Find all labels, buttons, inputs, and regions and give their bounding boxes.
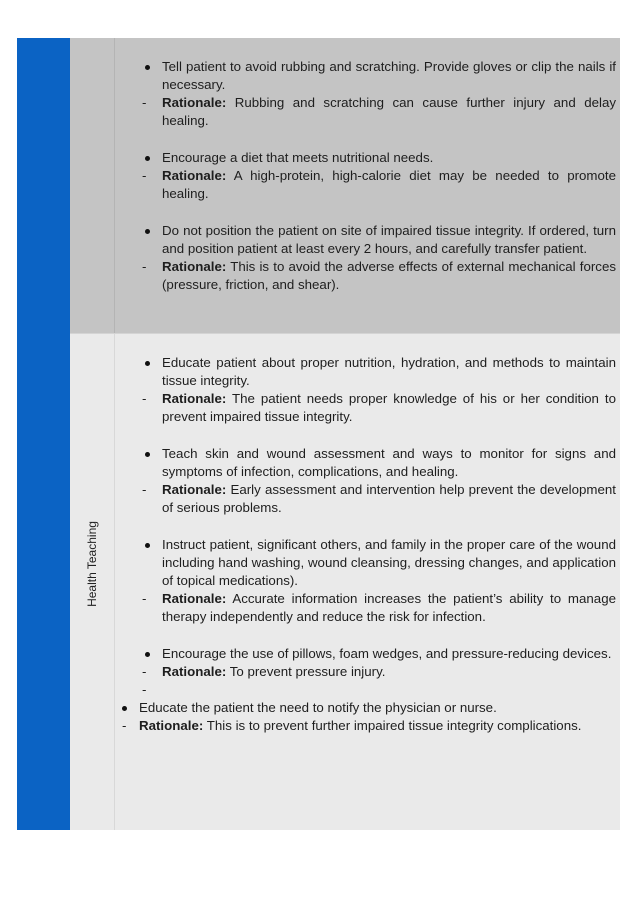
teaching-text: Educate patient about proper nutrition, hydration, and methods to maintain tissue integrity. xyxy=(162,355,616,388)
teaching-text: Educate the patient the need to notify the physician or nurse. xyxy=(139,700,497,715)
bullet-icon xyxy=(145,229,150,234)
rationale xyxy=(142,481,616,517)
rationale-text: A high-protein, high-calorie diet may be needed to promote healing. xyxy=(162,168,616,201)
rationale-text: The patient needs proper knowledge of his or her condition to prevent impaired tissue integrity. xyxy=(162,391,616,424)
bullet-icon xyxy=(145,543,150,548)
bullet-icon xyxy=(122,706,127,711)
intervention-text: Tell patient to avoid rubbing and scratching. Provide gloves or clip the nails if necessary. xyxy=(162,59,616,92)
rationale xyxy=(142,167,616,203)
rationale-text: This is to avoid the adverse effects of external mechanical forces (pressure, friction, and shear). xyxy=(162,259,616,292)
teaching-text: Instruct patient, significant others, and family in the proper care of the wound including hand washing, wound cleansing, dressing changes, and application of topical medications). xyxy=(162,537,616,588)
rationale xyxy=(142,94,616,130)
list-item xyxy=(142,445,616,481)
rationale-label: Rationale: xyxy=(162,95,227,110)
dash-marker: - xyxy=(142,259,147,274)
care-plan-table xyxy=(17,38,620,830)
bullet-icon xyxy=(145,452,150,457)
rationale xyxy=(142,590,616,626)
dash-marker: - xyxy=(142,482,147,497)
list-item xyxy=(119,699,616,717)
rationale-text: Rubbing and scratching can cause further injury and delay healing. xyxy=(162,95,616,128)
dash-marker: - xyxy=(122,718,127,733)
rationale xyxy=(142,663,616,681)
rationale-label: Rationale: xyxy=(162,591,227,606)
rationale-text: Early assessment and intervention help prevent the development of serious problems. xyxy=(162,482,616,515)
bullet-icon xyxy=(145,361,150,366)
rationale-label: Rationale: xyxy=(162,168,227,183)
rationale-label: Rationale: xyxy=(162,482,227,497)
row-label-cell xyxy=(70,334,115,830)
list-item xyxy=(142,645,616,663)
rationale xyxy=(142,258,616,294)
rationale-text: This is to prevent further impaired tissue integrity complications. xyxy=(206,718,582,733)
rationale-text: To prevent pressure injury. xyxy=(229,664,386,679)
intervention-list xyxy=(142,58,616,294)
row-label: Health Teaching xyxy=(85,521,99,607)
rationale-label: Rationale: xyxy=(162,391,227,406)
teaching-text: Encourage the use of pillows, foam wedges, and pressure-reducing devices. xyxy=(162,646,612,661)
teaching-text: Teach skin and wound assessment and ways to monitor for signs and symptoms of infection, complications, and healing. xyxy=(162,446,616,479)
dash-marker: - xyxy=(142,391,147,406)
list-item xyxy=(142,222,616,258)
list-item xyxy=(142,58,616,94)
dash-marker: - xyxy=(142,591,147,606)
list-item xyxy=(142,354,616,390)
rationale-label: Rationale: xyxy=(162,664,227,679)
intervention-row xyxy=(70,38,620,334)
dash-marker: - xyxy=(142,95,147,110)
rationale xyxy=(142,390,616,426)
bullet-icon xyxy=(145,156,150,161)
accent-column xyxy=(17,38,70,830)
intervention-text: Encourage a diet that meets nutritional needs. xyxy=(162,150,434,165)
list-item xyxy=(142,536,616,590)
rationale-text: Accurate information increases the patient’s ability to manage therapy independently and reduce the risk for infection. xyxy=(162,591,616,624)
dash-marker: - xyxy=(142,168,147,183)
list-item xyxy=(142,149,616,167)
health-teaching-row xyxy=(70,334,620,830)
rationale-label: Rationale: xyxy=(139,718,204,733)
teaching-list xyxy=(122,354,616,735)
dash-marker: - xyxy=(142,664,147,679)
intervention-text: Do not position the patient on site of impaired tissue integrity. If ordered, turn and position patient at least every 2 hours, and carefully transfer patient. xyxy=(162,223,616,256)
stray-dash: - xyxy=(142,682,147,697)
rationale-label: Rationale: xyxy=(162,259,227,274)
bullet-icon xyxy=(145,65,150,70)
rationale xyxy=(119,717,616,735)
bullet-icon xyxy=(145,652,150,657)
row-label-cell xyxy=(70,38,115,333)
